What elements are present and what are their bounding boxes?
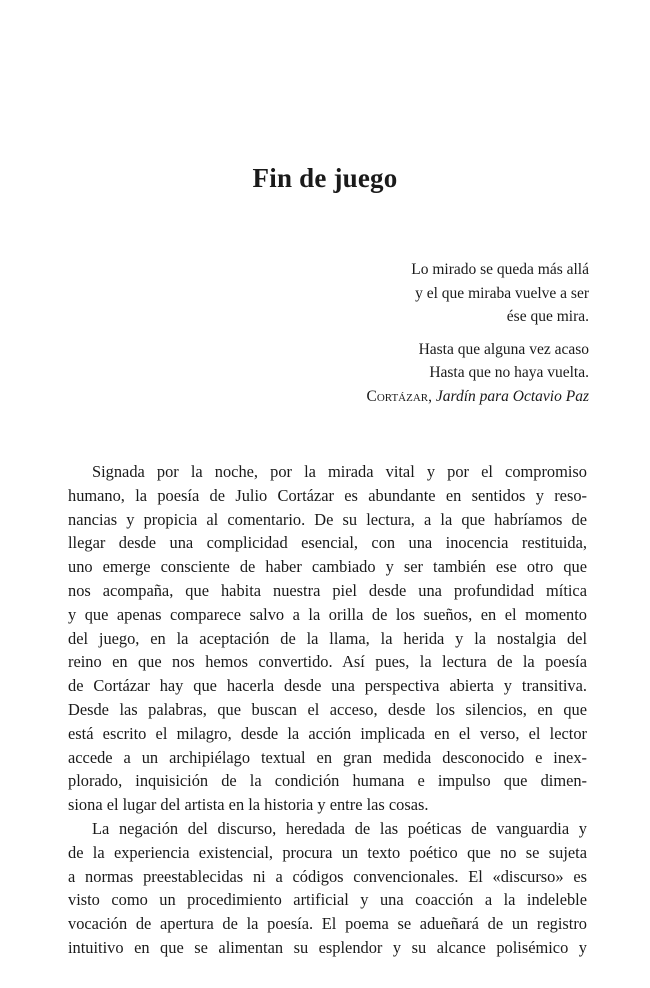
paragraph-line: Desde las palabras, que buscan el acceso, desde los silencios, en que <box>68 699 587 719</box>
paragraph-line: La negación del discurso, heredada de las poéticas de vanguardia y <box>92 818 587 838</box>
paragraph-line: llegar desde una complicidad esencial, con una inocencia restituida, <box>68 533 587 553</box>
epigraph-line: ése que mira. <box>506 308 589 325</box>
paragraph-line: está escrito el milagro, desde la acción implicada en el verso, el lector <box>68 723 587 743</box>
paragraph-line: accede a un archipiélago textual en gran medida desconocido e inex- <box>68 747 587 767</box>
epigraph-line: Hasta que alguna vez acaso <box>418 340 589 358</box>
paragraph-line: intuitivo en que se alimentan su esplendor y su alcance polisémico y <box>68 937 587 957</box>
paragraph-line: a normas preestablecidas ni a códigos convencionales. El «discurso» es <box>68 866 587 886</box>
chapter-title: Fin de juego <box>252 163 398 193</box>
epigraph <box>229 258 589 408</box>
epigraph-line: Hasta que no haya vuelta. <box>429 364 589 381</box>
epigraph-line: Lo mirado se queda más allá <box>411 261 589 278</box>
paragraph-line: visto como un procedimiento artificial y una coacción a la indeleble <box>68 890 587 910</box>
body-text <box>68 460 587 960</box>
paragraph-line: de la experiencia existencial, procura un texto poético que no se sujeta <box>68 842 587 862</box>
stanza-gap <box>229 329 589 338</box>
paragraph-line: del juego, en la aceptación de la llama, la herida y la nostalgia del <box>68 628 587 648</box>
paragraph-line: nos acompaña, que habita nuestra piel desde una profundidad mítica <box>68 580 587 600</box>
epigraph-line: y el que miraba vuelve a ser <box>415 284 589 302</box>
paragraph-line: vocación de apertura de la poesía. El poema se adueñará de un registro <box>68 914 587 934</box>
epigraph-author: Cortázar, <box>366 387 432 405</box>
epigraph-work: Jardín para Octavio Paz <box>435 387 589 405</box>
paragraph-line: Signada por la noche, por la mirada vital y por el compromiso <box>92 462 587 481</box>
paragraph-line: plorado, inquisición de la condición humana e impulso que dimen- <box>68 771 587 791</box>
paragraph-line: de Cortázar hay que hacerla desde una perspectiva abierta y transitiva. <box>68 676 587 696</box>
paragraph-line: nancias y propicia al comentario. De su lectura, a la que habríamos de <box>68 509 587 529</box>
paragraph-line: reino en que nos hemos convertido. Así pues, la lectura de la poesía <box>68 652 587 672</box>
paragraph-line: uno emerge consciente de haber cambiado y ser también ese otro que <box>68 557 587 577</box>
paragraph-line: siona el lugar del artista en la historia y entre las cosas. <box>68 795 429 815</box>
epigraph-attribution <box>229 385 589 409</box>
paragraph-line: y que apenas comparece salvo a la orilla de los sueños, en el momento <box>68 604 587 624</box>
paragraph-line: humano, la poesía de Julio Cortázar es abundante en sentidos y reso- <box>68 485 587 505</box>
